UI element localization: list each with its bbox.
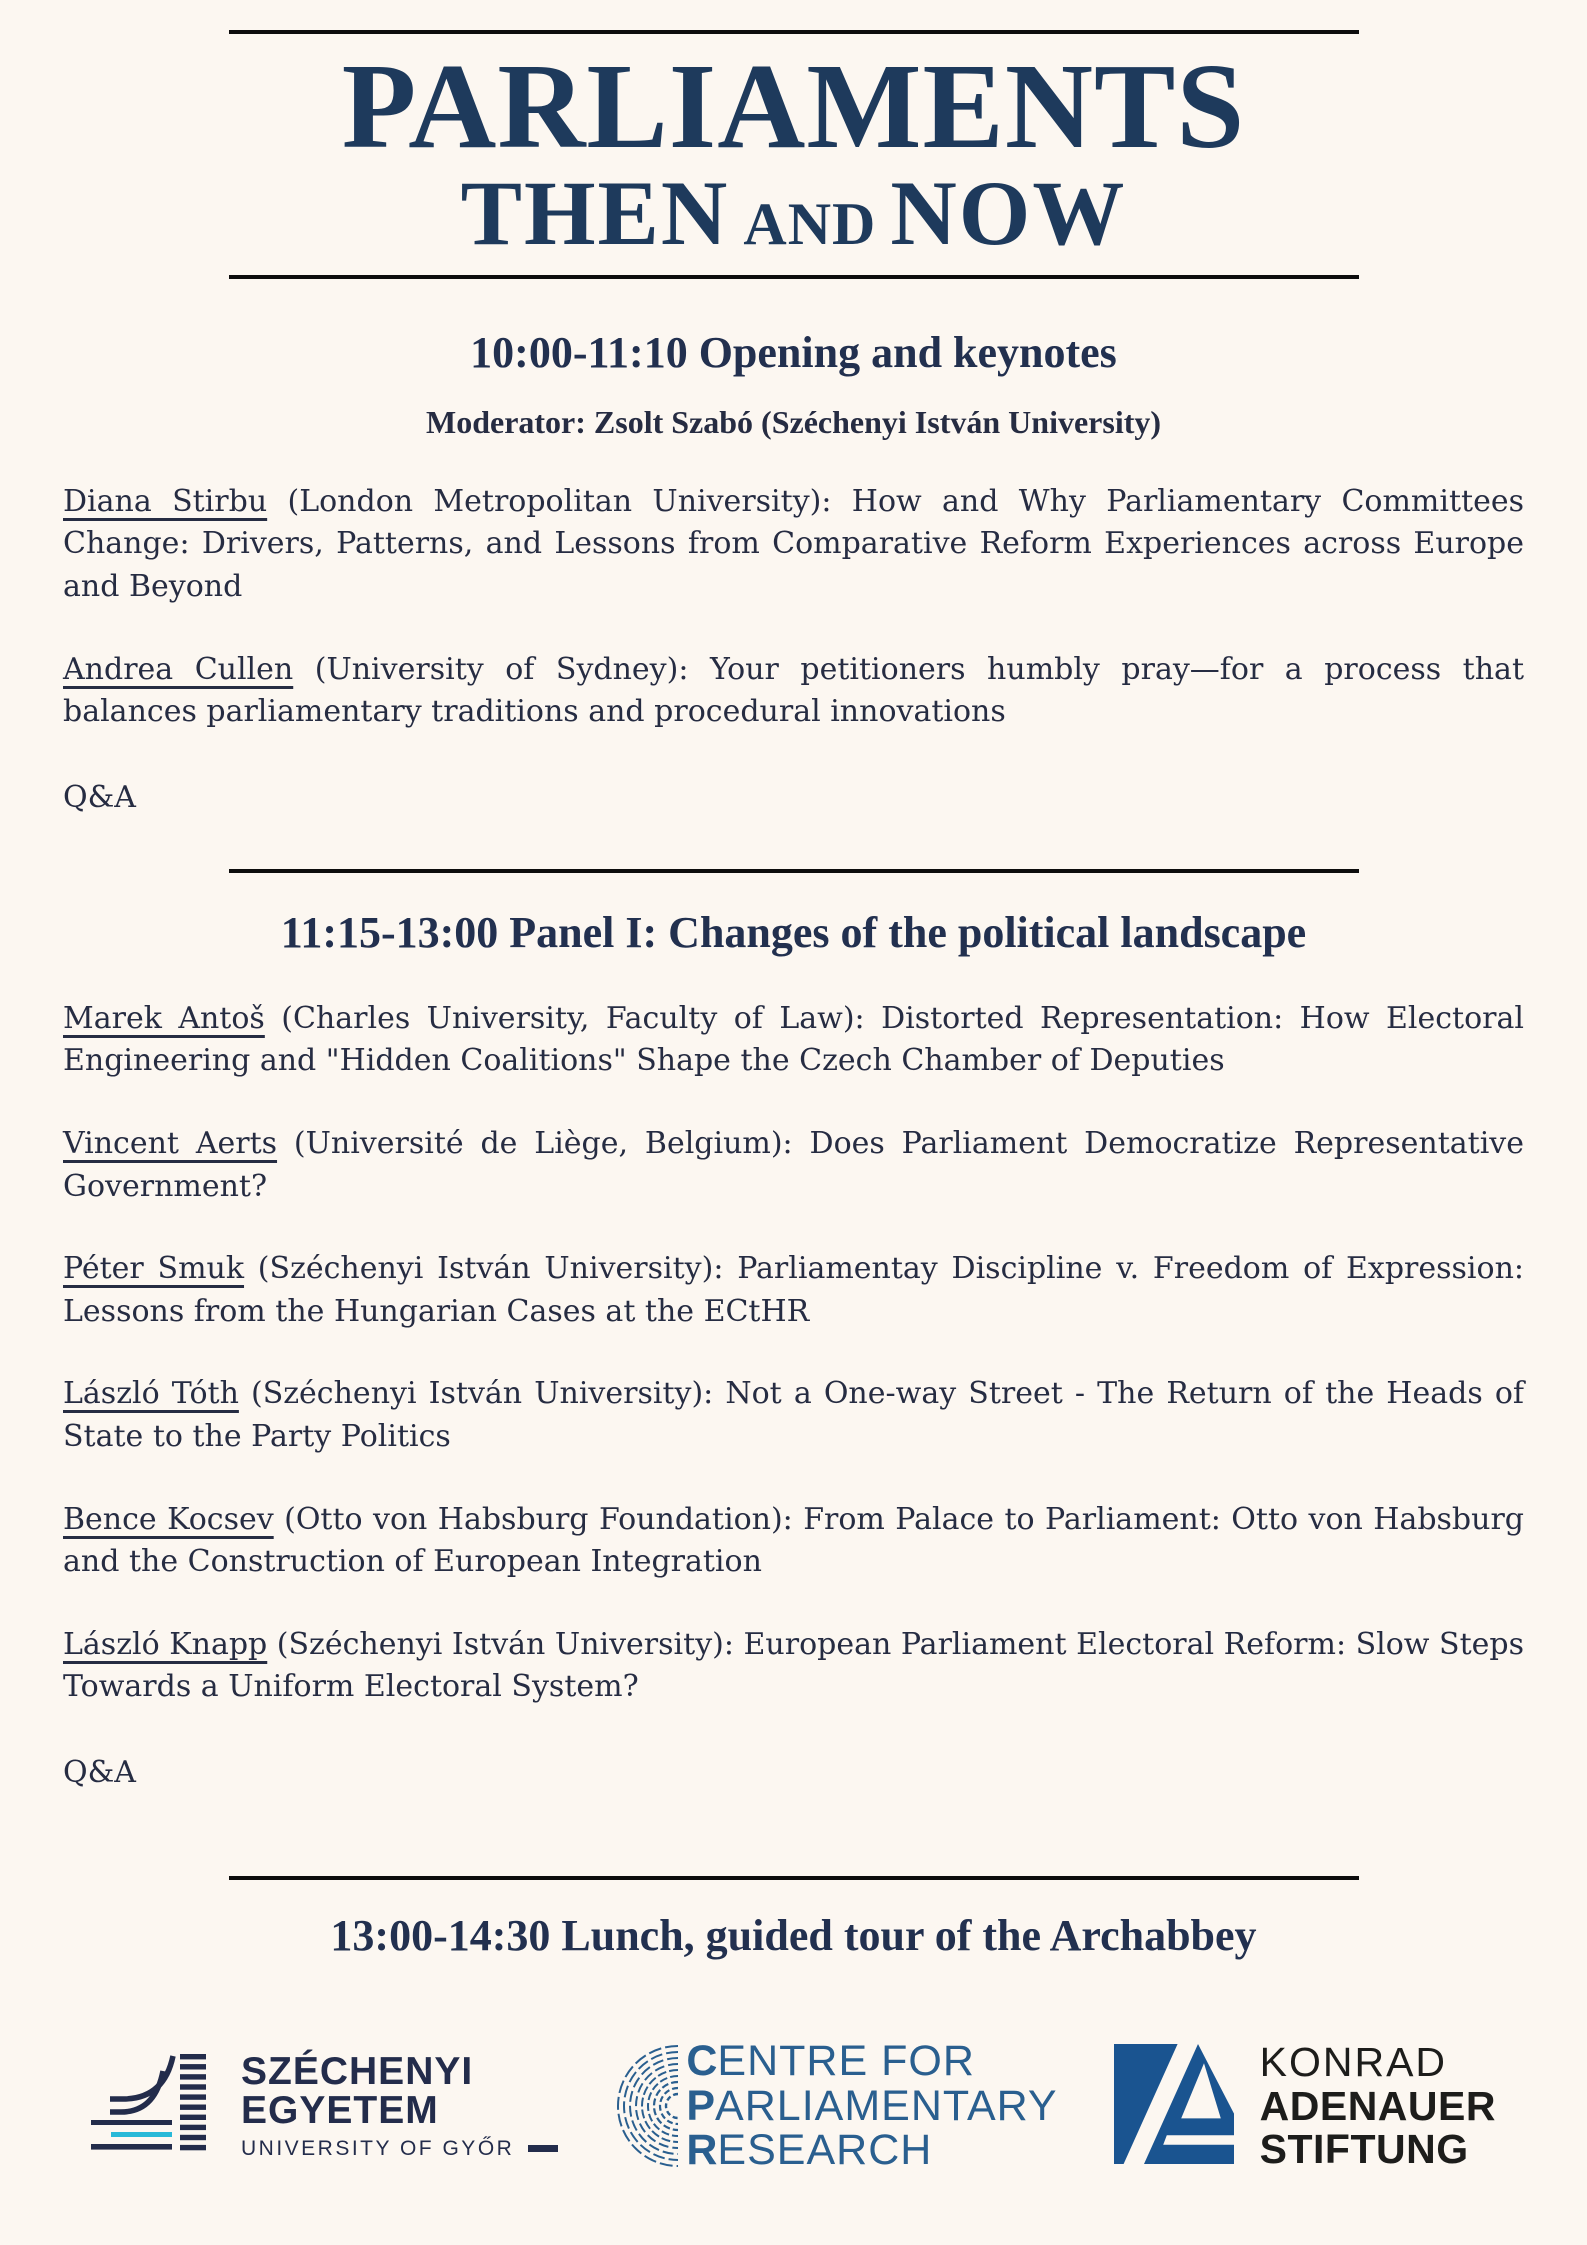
page-title: PARLIAMENTS xyxy=(341,39,1246,174)
speaker-name: László Tóth xyxy=(63,1376,239,1412)
szechenyi-subline-text: UNIVERSITY OF GYŐR xyxy=(241,2136,515,2160)
speaker-name: Péter Smuk xyxy=(63,1251,245,1287)
sponsor-logos-row xyxy=(63,2036,1524,2175)
cpr-word3-rest: ESEARCH xyxy=(717,2126,933,2175)
talk-details: (Széchenyi István University): Not a One-way Street - The Return of the Heads of State to the Party Politics xyxy=(63,1376,1524,1454)
talk-entry xyxy=(63,1373,1524,1458)
szechenyi-logo-text xyxy=(241,2049,558,2161)
talk-details: (Széchenyi István University): European Parliament Electoral Reform: Slow Steps Towards a Uniform Electoral System? xyxy=(63,1626,1524,1705)
subtitle-word-then: THEN xyxy=(460,161,730,264)
subtitle-word-now: NOW xyxy=(890,161,1127,264)
talk-details: (Otto von Habsburg Foundation): From Palace to Parliament: Otto von Habsburg and the Construction of European Integration xyxy=(63,1501,1524,1580)
talk-details: (Széchenyi István University): Parliamentay Discipline v. Freedom of Expression: Lessons from the Hungarian Cases at the ECtHR xyxy=(63,1251,1525,1329)
cpr-line1 xyxy=(686,2036,1057,2085)
title-bottom-rule xyxy=(229,275,1359,279)
qa-label: Q&A xyxy=(63,1754,136,1790)
kas-line-stiftung: STIFTUNG xyxy=(1259,2125,1469,2172)
cpr-word2-rest: ARLIAMENTARY xyxy=(715,2081,1058,2130)
subtitle-word-and: AND xyxy=(743,190,877,257)
talk-entry xyxy=(63,998,1524,1083)
speaker-name: Marek Antoš xyxy=(63,1000,265,1036)
kas-line-konrad: KONRAD xyxy=(1259,2039,1448,2086)
cpr-initial-c: C xyxy=(686,2036,718,2085)
talk-details: (Charles University, Faculty of Law): Distorted Representation: How Electoral Engineering and "Hidden Coalitions" Shape the Czech Chamber of Deputies xyxy=(63,1000,1524,1079)
cpr-line2 xyxy=(686,2081,1058,2130)
szechenyi-name-line2: EGYETEM xyxy=(241,2088,439,2132)
kas-logo-text xyxy=(1260,2041,1496,2170)
szechenyi-rail-curve-icon xyxy=(91,2054,209,2158)
talk-entry xyxy=(63,1123,1524,1208)
talk-entry xyxy=(63,649,1524,734)
szechenyi-dash-mark xyxy=(528,2145,558,2152)
speaker-name: Vincent Aerts xyxy=(63,1126,278,1162)
cpr-word1-rest: ENTRE FOR xyxy=(717,2036,975,2085)
speaker-name: László Knapp xyxy=(63,1626,268,1662)
section-divider-rule xyxy=(229,869,1359,873)
szechenyi-university-logo xyxy=(91,2049,558,2161)
cpr-line3 xyxy=(686,2128,1057,2173)
section-heading-panel-1: 11:15-13:00 Panel I: Changes of the political landscape xyxy=(280,907,1307,957)
talk-entry xyxy=(63,1248,1524,1333)
cpr-logo-text xyxy=(686,2036,1058,2175)
kas-square-a-icon xyxy=(1114,2044,1234,2168)
talk-entry xyxy=(63,1624,1524,1709)
cpr-arcs-icon xyxy=(614,2041,680,2171)
szechenyi-subline xyxy=(241,2137,558,2161)
page-subtitle xyxy=(63,161,1524,264)
cpr-initial-p: P xyxy=(686,2081,716,2130)
top-rule xyxy=(229,30,1359,34)
talk-details: (Université de Liège, Belgium): Does Parliament Democratize Representative Government? xyxy=(63,1126,1524,1204)
talk-details: (London Metropolitan University): How and Why Parliamentary Committees Change: Drivers, Patterns, and Lessons from Comparative Reform Experiences across Europe and Beyond xyxy=(63,483,1524,605)
talk-entry xyxy=(63,1499,1524,1584)
speaker-name: Andrea Cullen xyxy=(63,651,294,687)
section-heading-lunch: 13:00-14:30 Lunch, guided tour of the Archabbey xyxy=(330,1910,1257,1960)
centre-for-parliamentary-research-logo xyxy=(614,2036,1058,2175)
talk-entry xyxy=(63,481,1524,609)
kas-line-adenauer: ADENAUER xyxy=(1259,2082,1496,2129)
speaker-name: Diana Stirbu xyxy=(63,483,268,519)
talk-details: (University of Sydney): Your petitioners humbly pray—for a process that balances parliamentary traditions and procedural innovations xyxy=(63,651,1525,730)
cpr-initial-r: R xyxy=(686,2126,718,2175)
moderator-line: Moderator: Zsolt Szabó (Széchenyi István University) xyxy=(425,403,1162,440)
szechenyi-name-line1: SZÉCHENYI xyxy=(241,2049,474,2093)
qa-label: Q&A xyxy=(63,779,136,815)
section-heading-opening: 10:00-11:10 Opening and keynotes xyxy=(470,327,1117,377)
section-divider-rule xyxy=(229,1876,1359,1880)
konrad-adenauer-stiftung-logo xyxy=(1114,2041,1496,2170)
speaker-name: Bence Kocsev xyxy=(63,1501,274,1537)
